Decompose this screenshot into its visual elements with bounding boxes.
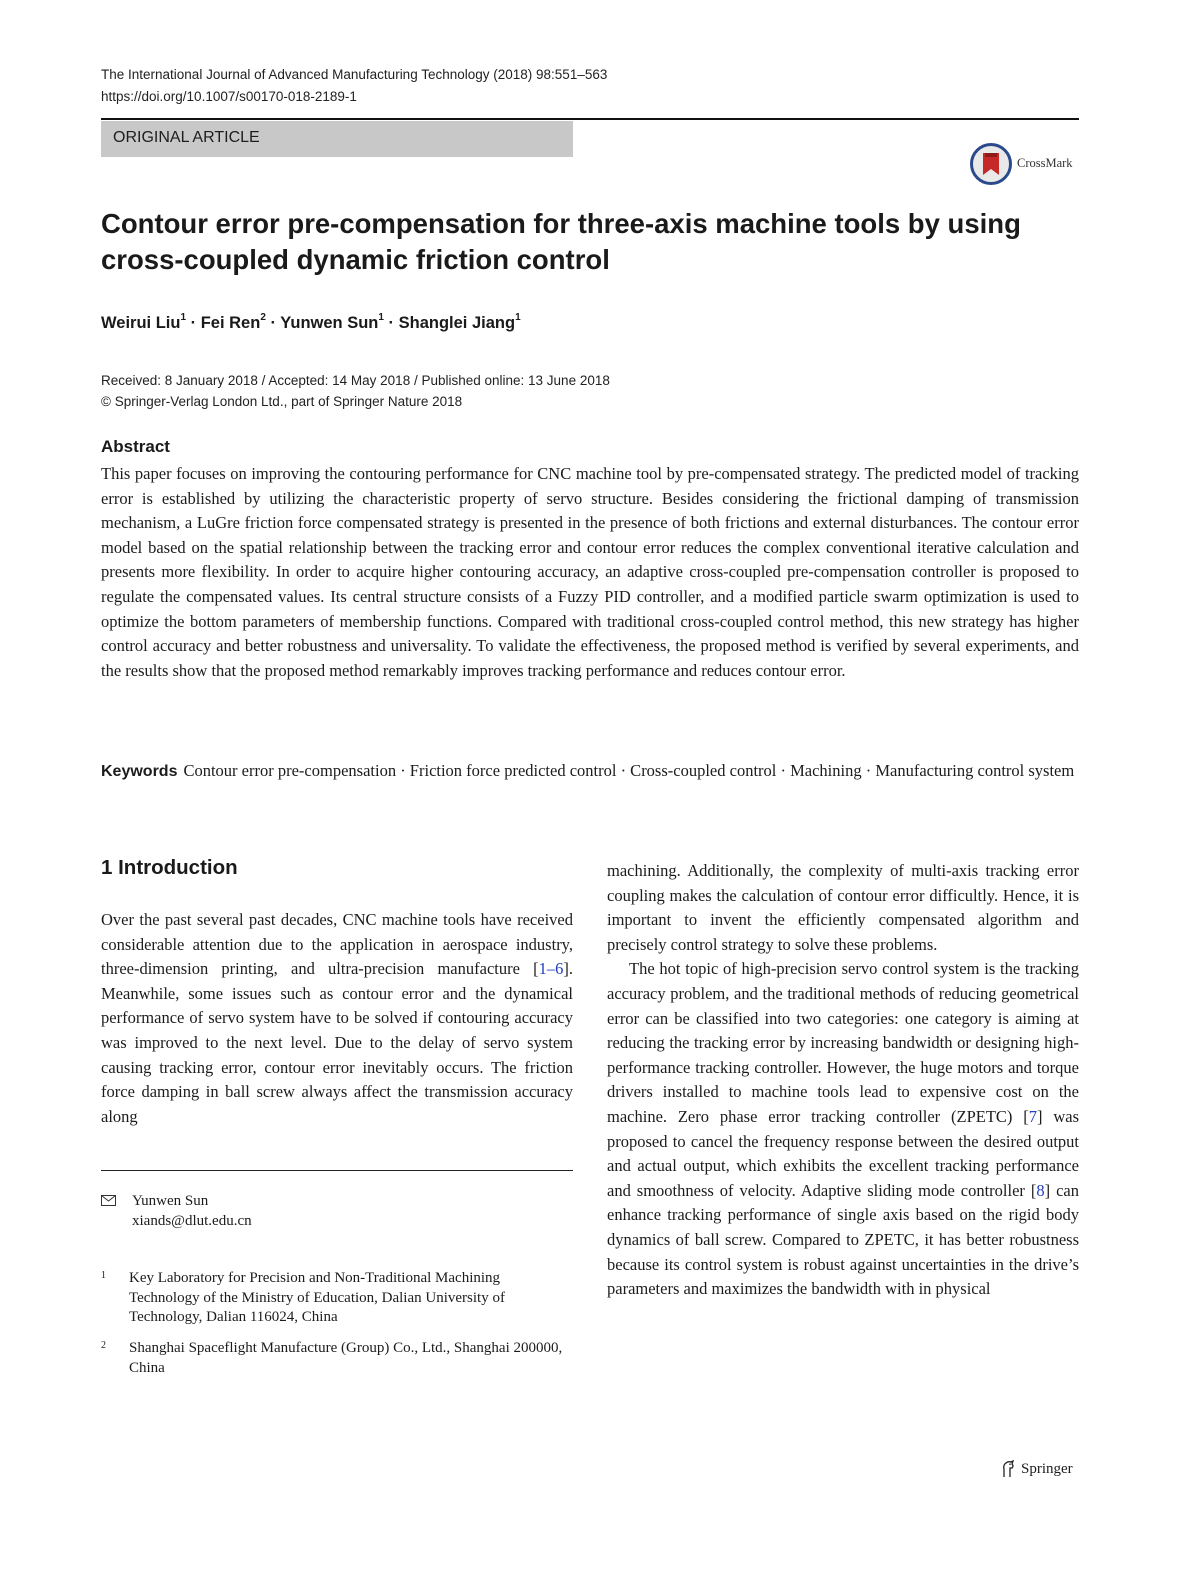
keywords-label: Keywords (101, 763, 178, 780)
crossmark-badge[interactable] (970, 143, 1080, 185)
publication-dates (101, 370, 610, 412)
article-type-bar (101, 121, 573, 157)
author-affiliation-mark: 1 (515, 312, 521, 323)
citation-link[interactable]: 1–6 (538, 959, 564, 979)
affiliation-text: Shanghai Spaceflight Manufacture (Group) Co., Ltd., Shanghai 200000, China (129, 1340, 563, 1376)
author-name[interactable]: Shanglei Jiang (398, 314, 516, 332)
author-affiliation-mark: 2 (260, 312, 266, 323)
keywords-block (101, 758, 1079, 784)
citation-link[interactable]: 8 (1036, 1180, 1045, 1200)
intro-right-column (607, 859, 1079, 1302)
author-list (101, 312, 521, 333)
author-name[interactable]: Weirui Liu (101, 314, 181, 332)
keywords-text: Contour error pre-compensation · Friction force predicted control · Cross-coupled control · Machining · Manufacturing control system (183, 761, 1075, 780)
author-separator: · (388, 314, 395, 332)
author-separator: · (270, 314, 276, 332)
text-run: Over the past several past decades, CNC machine tools have received considerable attention due to the application in aerospace industry, three-dimension printing, and ultra-precision manufacture [ (101, 910, 573, 979)
citation-link[interactable]: 7 (1028, 1106, 1038, 1126)
author-affiliation-mark: 1 (180, 312, 187, 323)
intro-paragraph (607, 957, 1079, 1301)
author-separator: · (190, 314, 197, 332)
affiliation-number: 1 (101, 1270, 106, 1281)
section-heading: 1 Introduction (101, 856, 238, 879)
received-accepted-line: Received: 8 January 2018 / Accepted: 14 May 2018 / Published online: 13 June 2018 (101, 373, 610, 388)
abstract-heading: Abstract (101, 437, 170, 456)
article-type-label: ORIGINAL ARTICLE (113, 129, 260, 146)
abstract-text: This paper focuses on improving the contouring performance for CNC machine tool by pre-compensated strategy. The predicted model of tracking error is established by utilizing the characteristic property of servo structure. Besides considering the frictional damping of transmission mechanism, a LuGre friction force compensated strategy is presented in the presence of both frictions and external disturbances. The contour error model based on the spatial relationship between the tracking error and contour error reduces the complex conventional iterative calculation and presents more flexibility. In order to acquire higher contouring accuracy, an adaptive cross-coupled pre-compensation controller is proposed to regulate the compensated values. Its central structure consists of a Fuzzy PID controller, and a modified particle swarm optimization is used to optimize the bottom parameters of membership functions. Compared with traditional cross-coupled control method, this new strategy has higher control accuracy and better robustness and universality. To validate the effectiveness, the proposed method is verified by several experiments, and the results show that the proposed method remarkably improves tracking performance and reduces contour error. (101, 464, 1079, 680)
text-run: ]. Meanwhile, some issues such as contour error and the dynamical performance of servo system have to be solved if contouring accuracy was improved to the next level. Due to the delay of servo system causing tracking error, contour error inevitably occurs. The friction force damping in ball screw always affect the transmission accuracy along (101, 959, 573, 1126)
publisher-label: Springer (1021, 1461, 1073, 1477)
intro-paragraph (101, 908, 573, 1129)
title-line-1: Contour error pre-compensation for three-axis machine tools by using (101, 208, 1021, 239)
corresponding-author (101, 1191, 573, 1233)
springer-horse-icon (1000, 1460, 1016, 1478)
journal-citation (101, 64, 607, 108)
header-rule (101, 118, 1079, 120)
publisher-logo (1000, 1459, 1080, 1481)
text-run: ] was proposed to cancel the frequency response between the desired output and actual output, which exhibits the excellent tracking performance and smoothness of velocity. Adaptive sliding mode controller [ (607, 1106, 1080, 1200)
intro-left-column (101, 908, 573, 1129)
affiliation-item (101, 1269, 573, 1329)
author-name[interactable]: Yunwen Sun (280, 314, 379, 332)
affiliation-item (101, 1339, 573, 1379)
paper-title (101, 206, 1061, 278)
journal-line: The International Journal of Advanced Manufacturing Technology (2018) 98:551–563 (101, 67, 608, 82)
text-run: ] can enhance tracking performance of single axis based on the rigid body dynamics of ball screw. Compared to ZPETC, it has better robustness because its control system is robust against uncertainties in the drive’s parameters and maximizes the bandwidth with in physical (607, 1180, 1079, 1299)
crossmark-label: CrossMark (1017, 156, 1073, 170)
intro-paragraph: machining. Additionally, the complexity of multi-axis tracking error coupling makes the calculation of contour error difficultly. Hence, it is important to invent the efficiently compensated algorithm and precisely control strategy to solve these problems. (607, 861, 1079, 954)
affiliation-number: 2 (101, 1340, 106, 1351)
author-name[interactable]: Fei Ren (200, 314, 261, 332)
corresponding-name: Yunwen Sun (132, 1193, 209, 1209)
envelope-icon (101, 1195, 116, 1206)
copyright-line: © Springer-Verlag London Ltd., part of Springer Nature 2018 (101, 394, 463, 409)
crossmark-icon (970, 143, 1012, 185)
corresponding-email[interactable]: xiands@dlut.edu.cn (132, 1213, 252, 1229)
doi-link[interactable]: https://doi.org/10.1007/s00170-018-2189-1 (101, 89, 357, 104)
footnote-rule (101, 1170, 573, 1171)
affiliation-text: Key Laboratory for Precision and Non-Traditional Machining Technology of the Ministry of Education, Dalian University of Technology, Dalian 116024, China (129, 1270, 505, 1325)
text-run: The hot topic of high-precision servo control system is the tracking accuracy problem, and the traditional methods of reducing geometrical error can be classified into two categories: one category is aiming at reducing the tracking error by increasing bandwidth or designing high-performance tracking controller. However, the huge motors and torque drivers installed to machine tools lead to expensive cost on the machine. Zero phase error tracking controller (ZPETC) [ (607, 959, 1079, 1126)
title-line-2: cross-coupled dynamic friction control (101, 244, 610, 275)
author-affiliation-mark: 1 (378, 312, 384, 323)
